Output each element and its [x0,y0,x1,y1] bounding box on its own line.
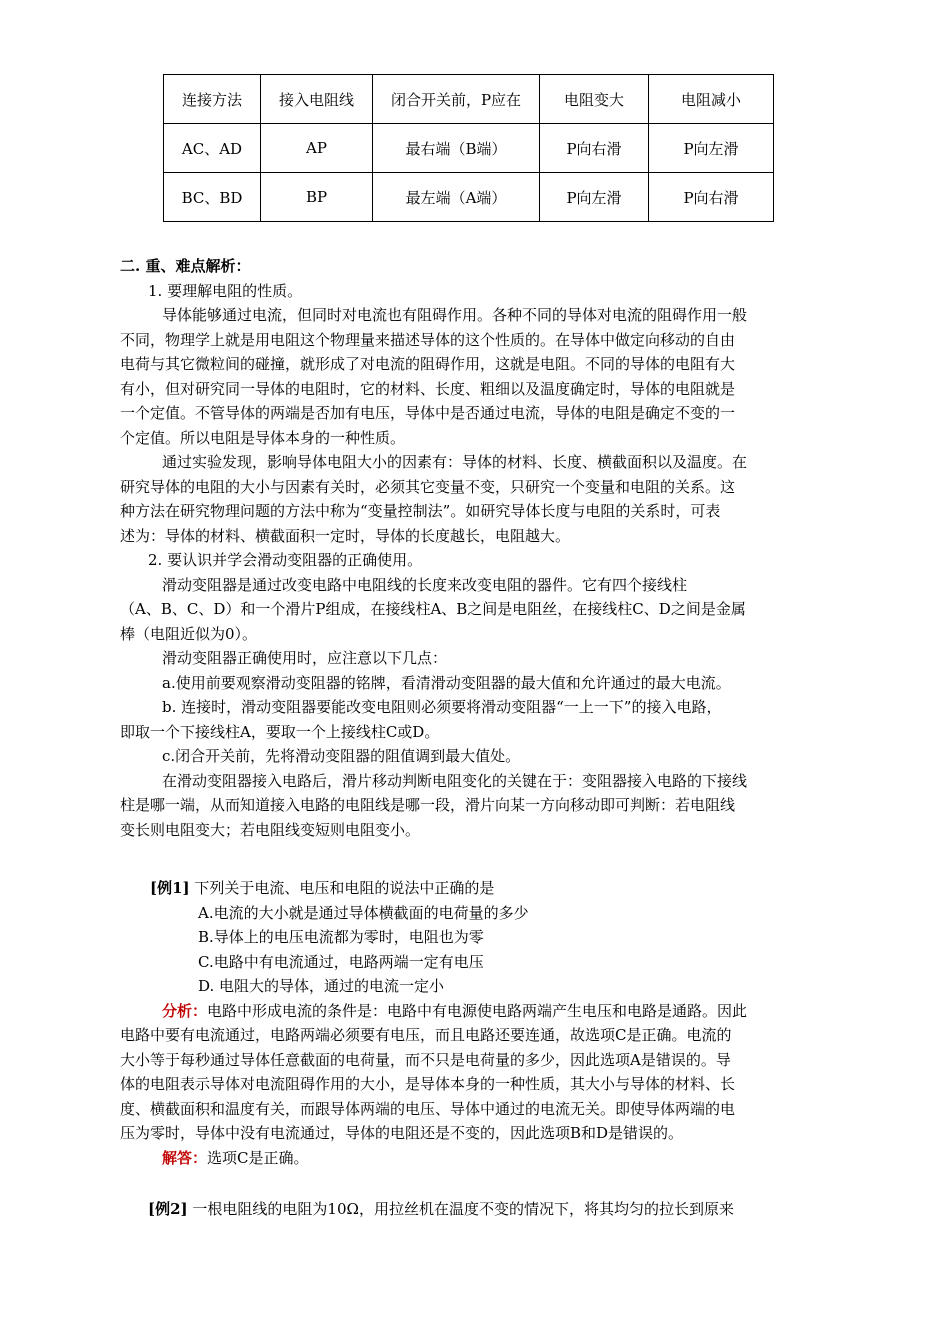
table-cell: P向左滑 [540,173,649,222]
paragraph-line: 滑动变阻器正确使用时，应注意以下几点： [162,649,448,667]
section-heading: 二. 重、难点解析： [120,257,251,275]
table-cell: 最右端（B端） [373,124,540,173]
example-2-text: 一根电阻线的电阻为10Ω，用拉丝机在温度不变的情况下，将其均匀的拉长到原来 [192,1200,734,1218]
example-1 [120,876,820,1170]
table-header-cell: 闭合开关前，P应在 [373,75,540,124]
paragraph-line: （A、B、C、D）和一个滑片P组成，在接线柱A、B之间是电阻丝，在接线柱C、D之间是金属 [120,600,746,618]
table-cell: P向左滑 [649,124,774,173]
paragraph-line: 种方法在研究物理问题的方法中称为“变量控制法”。如研究导体长度与电阻的关系时，可表 [120,502,721,520]
point-1-title: 1. 要理解电阻的性质。 [148,281,303,300]
paragraph-line: 体的电阻表示导体对电流阻碍作用的大小，是导体本身的一种性质，其大小与导体的材料、长 [120,1075,736,1093]
table-cell: P向右滑 [540,124,649,173]
usage-note-c: c.闭合开关前，先将滑动变阻器的阻值调到最大值处。 [162,747,521,765]
table-cell: BC、BD [164,173,261,222]
paragraph-line: 研究导体的电阻的大小与因素有关时，必须其它变量不变，只研究一个变量和电阻的关系。这 [120,477,736,496]
table-header-cell: 连接方法 [164,75,261,124]
paragraph-line: 个定值。所以电阻是导体本身的一种性质。 [120,428,406,447]
example-2-question-line [120,1197,820,1222]
paragraph-line: 一个定值。不管导体的两端是否加有电压，导体中是否通过电流，导体的电阻是确定不变的一 [120,404,736,422]
option-d: D. 电阻大的导体，通过的电流一定小 [198,977,445,995]
table-cell: AP [261,124,373,173]
paragraph-line: 述为：导体的材料、横截面积一定时，导体的长度越长，电阻越大。 [120,526,571,545]
section-key-points [120,254,820,842]
point-2-title: 2. 要认识并学会滑动变阻器的正确使用。 [148,551,423,569]
table-row [164,124,774,173]
paragraph-line: 大小等于每秒通过导体任意截面的电荷量，而不只是电荷量的多少，因此选项A是错误的。导 [120,1050,731,1069]
paragraph-line: 不同，物理学上就是用电阻这个物理量来描述导体的这个性质的。在导体中做定向移动的自由 [120,330,736,349]
analysis-label: 分析： [162,1001,208,1020]
example-1-question-line [120,876,820,901]
paragraph-line: 在滑动变阻器接入电路后，滑片移动判断电阻变化的关键在于：变阻器接入电路的下接线 [162,771,748,790]
example-2-tag: [例2] [148,1200,188,1218]
paragraph-line: 电荷与其它微粒间的碰撞，就形成了对电流的阻碍作用，这就是电阻。不同的导体的电阻有大 [120,355,736,373]
analysis-text: 电路中形成电流的条件是：电路中有电源使电路两端产生电压和电路是通路。因此 [207,1001,748,1020]
paragraph-line: 即取一个下接线柱A，要取一个上接线柱C或D。 [120,722,440,741]
analysis-first-line [120,999,820,1024]
example-1-tag: [例1] [150,879,190,897]
paragraph-line: 滑动变阻器是通过改变电路中电阻线的长度来改变电阻的器件。它有四个接线柱 [162,575,688,594]
paragraph-line: 棒（电阻近似为0）。 [120,624,258,643]
option-b: B.导体上的电压电流都为零时，电阻也为零 [198,928,484,946]
table-cell: P向右滑 [649,173,774,222]
table-row [164,173,774,222]
table-cell: BP [261,173,373,222]
table-cell: 最左端（A端） [373,173,540,222]
option-c: C.电路中有电流通过，电路两端一定有电压 [198,952,484,971]
example-1-question: 下列关于电流、电压和电阻的说法中正确的是 [194,879,495,897]
table-cell: AC、AD [164,124,261,173]
paragraph-line: 度、横截面积和温度有关，而跟导体两端的电压、导体中通过的电流无关。即使导体两端的电 [120,1099,736,1118]
answer-text: 选项C是正确。 [207,1148,309,1167]
table-header-cell: 电阻变大 [540,75,649,124]
table-header-row [164,75,774,124]
option-a: A.电流的大小就是通过导体横截面的电荷量的多少 [198,903,529,922]
rheostat-connection-table [163,74,774,222]
paragraph-line: 有小，但对研究同一导体的电阻时，它的材料、长度、粗细以及温度确定时，导体的电阻就是 [120,379,736,398]
paragraph-line: 变长则电阻变大；若电阻线变短则电阻变小。 [120,820,421,839]
paragraph-line: 柱是哪一端，从而知道接入电路的电阻线是哪一段，滑片向某一方向移动即可判断：若电阻线 [120,796,736,814]
paragraph-line: 通过实验发现，影响导体电阻大小的因素有：导体的材料、长度、横截面积以及温度。在 [162,453,748,471]
example-2 [120,1197,820,1222]
usage-note-b: b. 连接时，滑动变阻器要能改变电阻则必须要将滑动变阻器“一上一下”的接入电路， [162,698,722,716]
usage-note-a: a.使用前要观察滑动变阻器的铭牌，看清滑动变阻器的最大值和允许通过的最大电流。 [162,673,731,692]
paragraph-line: 电路中要有电流通过，电路两端必须要有电压，而且电路还要连通，故选项C是正确。电流的 [120,1026,732,1044]
table-header-cell: 电阻减小 [649,75,774,124]
table-header-cell: 接入电阻线 [261,75,373,124]
paragraph-line: 压为零时，导体中没有电流通过，导体的电阻还是不变的，因此选项B和D是错误的。 [120,1124,684,1142]
paragraph-line: 导体能够通过电流，但同时对电流也有阻碍作用。各种不同的导体对电流的阻碍作用一般 [162,306,748,324]
answer-label: 解答： [162,1148,208,1167]
answer-line [120,1146,820,1171]
